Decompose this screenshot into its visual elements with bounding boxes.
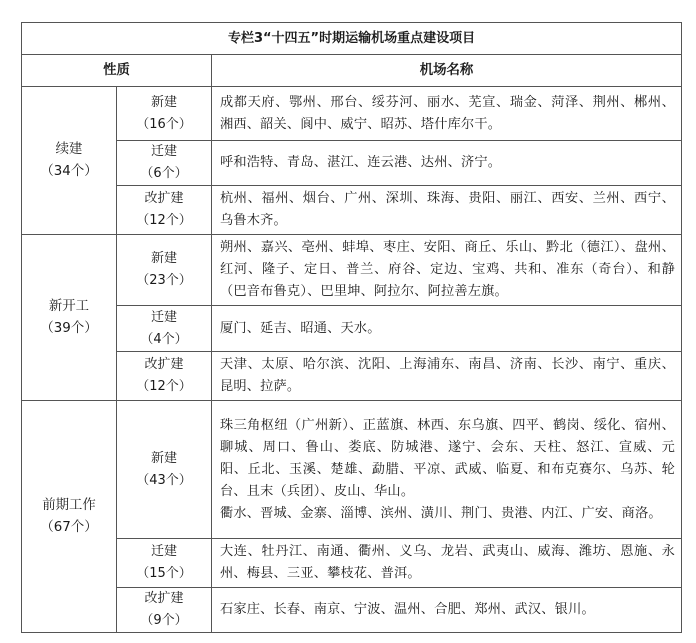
subtype-name: 新建 xyxy=(150,94,177,110)
subtype-cell xyxy=(117,141,212,186)
airport-list: 成都天府、鄂州、邢台、绥芬河、丽水、芜宣、瑞金、菏泽、荆州、郴州、湘西、韶关、阆中、威宁、昭苏、塔什库尔干。 xyxy=(212,87,682,141)
subtype-cell xyxy=(117,306,212,352)
airport-list: 杭州、福州、烟台、广州、深圳、珠海、贵阳、丽江、西安、兰州、西宁、乌鲁木齐。 xyxy=(212,186,682,235)
airport-list: 呼和浩特、青岛、湛江、连云港、达州、济宁。 xyxy=(212,141,682,186)
subtype-count: （4个） xyxy=(140,331,188,347)
category-cell xyxy=(22,87,117,235)
subtype-name: 迁建 xyxy=(150,309,177,325)
table-caption: 专栏3“十四五”时期运输机场重点建设项目 xyxy=(22,23,682,55)
subtype-name: 迁建 xyxy=(150,544,177,559)
category-count: （67个） xyxy=(40,519,98,535)
airport-list: 石家庄、长春、南京、宁波、温州、合肥、郑州、武汉、银川。 xyxy=(212,588,682,633)
subtype-cell xyxy=(117,401,212,539)
airport-list-extra: 衢水、晋城、金寨、淄博、滨州、潢川、荆门、贵港、内江、广安、商洛。 xyxy=(220,505,662,521)
airport-list: 朔州、嘉兴、亳州、蚌埠、枣庄、安阳、商丘、乐山、黔北（德江）、盘州、红河、隆子、定日、普兰、府谷、定边、宝鸡、共和、准东（奇台）、和静（巴音布鲁克）、巴里坤、阿拉尔、阿拉善左旗。 xyxy=(212,235,682,306)
category-cell xyxy=(22,235,117,401)
subtype-count: （23个） xyxy=(136,273,192,288)
category-count: （34个） xyxy=(40,163,98,179)
subtype-cell xyxy=(117,588,212,633)
table-row xyxy=(22,87,682,141)
subtype-cell xyxy=(117,235,212,306)
subtype-count: （9个） xyxy=(140,613,188,628)
subtype-name: 新建 xyxy=(150,450,177,466)
subtype-count: （43个） xyxy=(136,472,192,488)
category-count: （39个） xyxy=(40,320,98,336)
header-row xyxy=(22,55,682,87)
header-airports: 机场名称 xyxy=(212,55,682,87)
airport-projects-table xyxy=(21,22,682,633)
table-row xyxy=(22,186,682,235)
table-row xyxy=(22,306,682,352)
caption-row xyxy=(22,23,682,55)
table-row xyxy=(22,141,682,186)
subtype-count: （16个） xyxy=(136,116,192,132)
airport-list: 厦门、延吉、昭通、天水。 xyxy=(212,306,682,352)
category-name: 新开工 xyxy=(48,298,90,314)
airport-list: 天津、太原、哈尔滨、沈阳、上海浦东、南昌、济南、长沙、南宁、重庆、昆明、拉萨。 xyxy=(212,352,682,401)
table-row xyxy=(22,352,682,401)
subtype-cell xyxy=(117,87,212,141)
airport-list: 大连、牡丹江、南通、衢州、义乌、龙岩、武夷山、威海、潍坊、恩施、永州、梅县、三亚、攀枝花、普洱。 xyxy=(212,539,682,588)
subtype-cell xyxy=(117,539,212,588)
subtype-count: （12个） xyxy=(136,379,192,394)
header-nature: 性质 xyxy=(22,55,212,87)
subtype-count: （12个） xyxy=(136,213,192,228)
category-name: 续建 xyxy=(55,141,83,157)
subtype-cell xyxy=(117,352,212,401)
subtype-name: 改扩建 xyxy=(144,591,184,606)
category-name: 前期工作 xyxy=(42,497,96,513)
table-row xyxy=(22,401,682,539)
subtype-count: （6个） xyxy=(140,166,188,181)
airport-list-main: 珠三角枢纽（广州新）、正蓝旗、林西、东乌旗、四平、鹤岗、绥化、宿州、聊城、周口、鲁山、娄底、防城港、遂宁、会东、天柱、怒江、宣威、元阳、丘北、玉溪、楚雄、勐腊、平凉、武威、临夏、和布克赛尔、乌苏、轮台、且末（兵团）、皮山、华山。 xyxy=(220,417,676,499)
airport-list xyxy=(212,401,682,539)
subtype-cell xyxy=(117,186,212,235)
subtype-name: 新建 xyxy=(150,251,177,266)
table-row xyxy=(22,588,682,633)
table-row xyxy=(22,235,682,306)
subtype-name: 改扩建 xyxy=(144,357,184,372)
subtype-count: （15个） xyxy=(136,566,192,581)
table-row xyxy=(22,539,682,588)
subtype-name: 改扩建 xyxy=(144,191,184,206)
category-cell xyxy=(22,401,117,633)
subtype-name: 迁建 xyxy=(150,144,177,159)
